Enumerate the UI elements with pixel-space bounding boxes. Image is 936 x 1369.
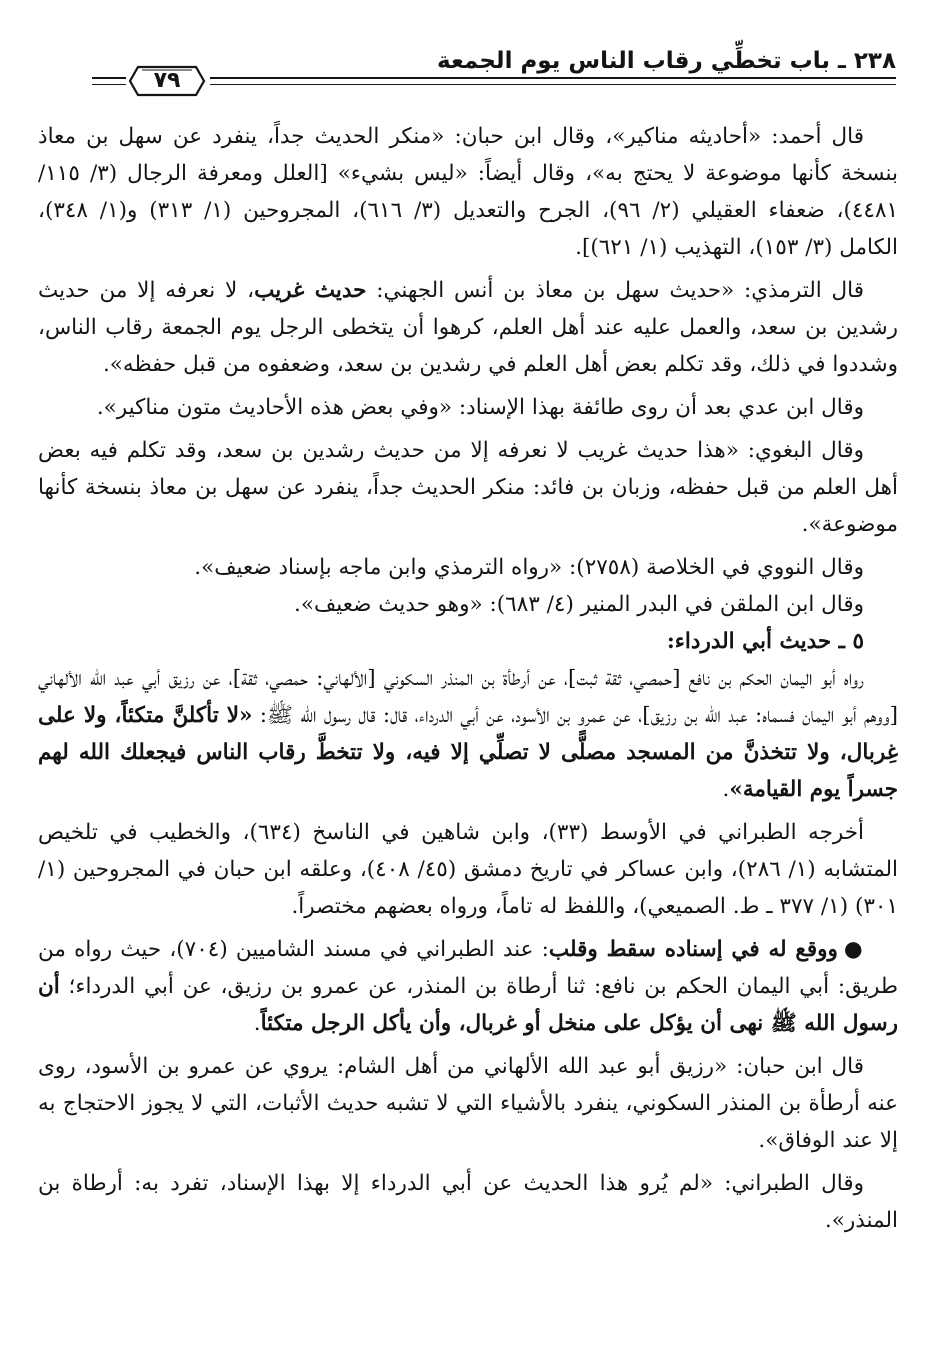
paragraph-2 — [38, 272, 898, 383]
paragraph-text: أخرجه الطبراني في الأوسط (٣٣)، وابن شاهين في الناسخ (٦٣٤)، والخطيب في تلخيص المتشابه (١/ ٢٨٦)، وابن عساكر في تاريخ دمشق (٤٥/ ٤٠٨)، وعلقه ابن حبان في المجروحين (١/ ٣٠١) (١/ ٣٧٧ ـ ط. الصميعي)، واللفظ له تاماً، ورواه بعضهم مختصراً. — [38, 820, 899, 919]
paragraph-7 — [38, 660, 898, 808]
paragraph-10 — [38, 1048, 898, 1159]
paragraph-text: قال أحمد: «أحاديثه مناكير»، وقال ابن حبان: «منكر الحديث جداً، ينفرد عن سهل بن معاذ بنسخة كأنها موضوعة لا يحتج به»، وقال أيضاً: «ليس بشيء» [العلل ومعرفة الرجال (٣/ ١١٥/ ٤٤٨١)، ضعفاء العقيلي (٢/ ٩٦)، الجرح والتعديل (٣/ ٦١٦)، المجروحين (١/ ٣١٣) و(١/ ٣٤٨)، الكامل (٣/ ١٥٣)، التهذيب (١/ ٦٢١)]. — [38, 124, 899, 260]
paragraph-text: . — [722, 777, 730, 802]
paragraph-4 — [38, 432, 898, 543]
paragraph-text: وقال البغوي: «هذا حديث غريب لا نعرفه إلا من حديث رشدين بن سعد، وقد تكلم فيه بعض أهل العلم من قبل حفظه، وزبان بن فائد: منكر الحديث جداً، ينفرد عن سهل بن معاذ بنسخة كأنها موضوعة». — [38, 438, 898, 537]
section-heading — [38, 623, 898, 660]
body-text — [38, 118, 898, 1239]
paragraph-11 — [38, 1165, 898, 1239]
page-number: ٧٩ — [153, 68, 181, 93]
bold-phrase: ووقع له في إسناده سقط وقلب — [548, 937, 838, 962]
paragraph-text: رواه أبو اليمان الحكم بن نافع [حمصي، ثقة ثبت]، عن أرطأة بن المنذر السكوني [الألهاني: حمصي، ثقة]، عن رزيق أبي عبد الله الألهاني [ووهم أبو اليمان فسماه: عبد الله بن رزيق]، عن عمرو بن الأسود، عن أبي الدرداء، قال: قال رسول الله ﷺ: — [38, 666, 898, 728]
header-rule-top — [210, 77, 896, 79]
heading-text: ٥ ـ حديث أبي الدرداء: — [666, 629, 864, 654]
header-rule-left-bottom — [92, 84, 126, 85]
paragraph-text: . — [253, 1011, 261, 1036]
header-rule-left-top — [92, 77, 126, 79]
paragraph-1 — [38, 118, 898, 266]
paragraph-text: وقال ابن الملقن في البدر المنير (٤/ ٦٨٣): «وهو حديث ضعيف». — [294, 592, 864, 617]
paragraph-text: ، لا نعرفه إلا من حديث رشدين بن سعد، والعمل عليه عند أهل العلم، كرهوا أن يتخطى الرجل يوم الجمعة رقاب الناس، وشددوا في ذلك، وقد تكلم بعض أهل العلم في رشدين بن سعد، وضعفوه من قبل حفظه». — [38, 278, 898, 377]
chapter-title: ٢٣٨ ـ باب تخطِّي رقاب الناس يوم الجمعة — [437, 48, 896, 74]
paragraph-3 — [38, 389, 898, 426]
paragraph-text: وقال النووي في الخلاصة (٢٧٥٨): «رواه الترمذي وابن ماجه بإسناد ضعيف». — [194, 555, 864, 580]
paragraph-text: وقال الطبراني: «لم يُرو هذا الحديث عن أبي الدرداء إلا بهذا الإسناد، تفرد به: أرطاة بن المنذر». — [38, 1171, 898, 1233]
paragraph-5 — [38, 549, 898, 586]
bullet-icon: ● — [843, 937, 864, 962]
bold-phrase: أن رسول الله ﷺ نهى أن يؤكل على منخل أو غربال، وأن يأكل الرجل متكئاً — [38, 974, 898, 1036]
page-number-badge — [128, 64, 206, 98]
paragraph-9 — [38, 931, 898, 1042]
paragraph-text: قال الترمذي: «حديث سهل بن معاذ بن أنس الجهني: — [366, 278, 865, 303]
header-rule-bottom — [210, 84, 896, 85]
paragraph-8 — [38, 814, 898, 925]
paragraph-6 — [38, 586, 898, 623]
bold-phrase: حديث غريب — [254, 278, 367, 303]
hadith-text: «لا تأكلنَّ متكئاً، ولا على غِربال، ولا تتخذنَّ من المسجد مصلًّى لا تصلِّي إلا فيه، ولا تتخطَّ رقاب الناس فيجعلك الله لهم جسراً يوم القيامة» — [38, 703, 898, 802]
paragraph-text: : عند الطبراني في مسند الشاميين (٧٠٤)، حيث رواه من طريق: أبي اليمان الحكم بن نافع: ثنا أرطاة بن المنذر، عن عمرو بن رزيق، عن أبي الدرداء؛ — [38, 937, 898, 999]
paragraph-text: قال ابن حبان: «رزيق أبو عبد الله الألهاني من أهل الشام: يروي عن عمرو بن الأسود، روى عنه أرطأة بن المنذر السكوني، ينفرد بالأشياء التي لا تشبه حديث الأثبات، التي لا يجوز الاحتجاج به إلا عند الوفاق». — [38, 1054, 898, 1153]
paragraph-text: وقال ابن عدي بعد أن روى طائفة بهذا الإسناد: «وفي بعض هذه الأحاديث متون مناكير». — [96, 395, 864, 420]
